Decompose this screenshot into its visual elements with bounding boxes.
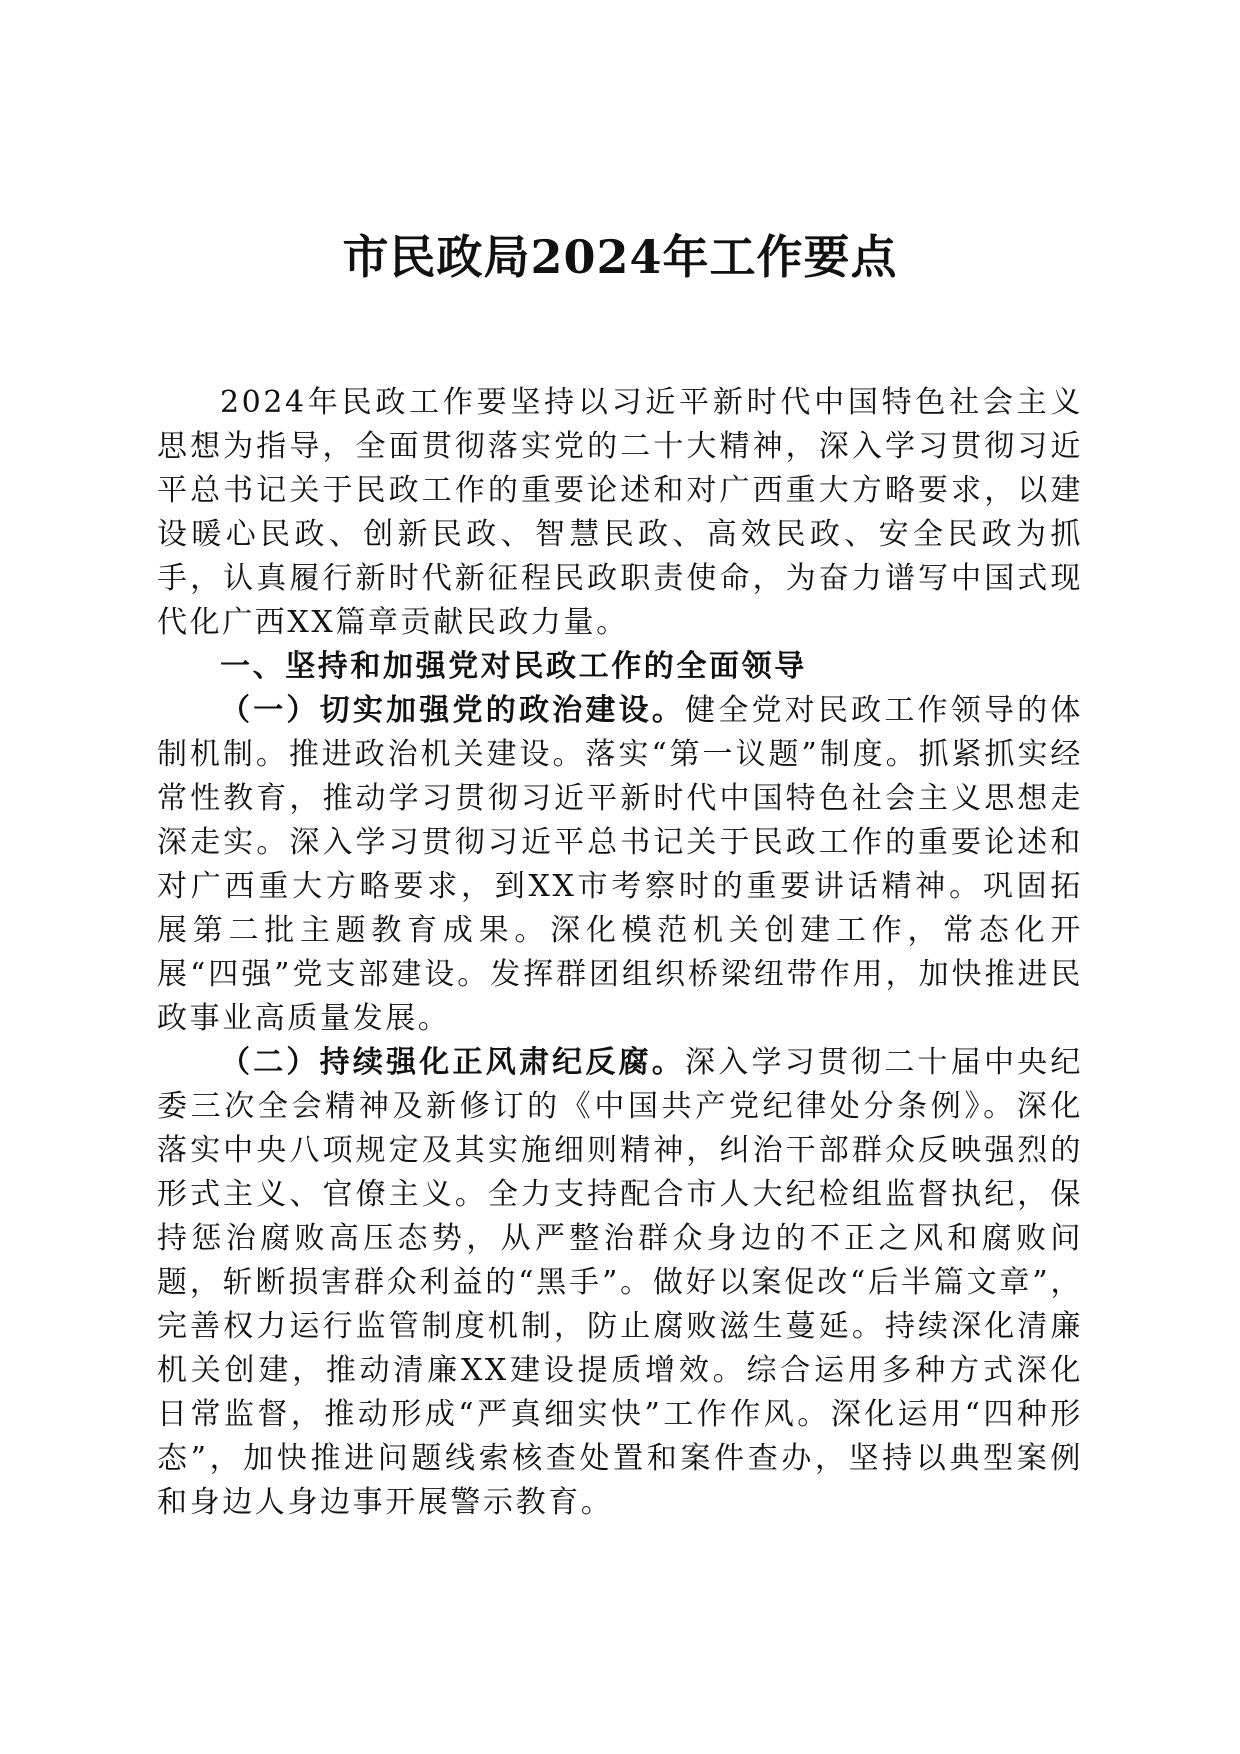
item-paragraph-2 [157, 1041, 1083, 1525]
item-title-1: （一）切实加强党的政治建设。 [220, 693, 686, 728]
item-body-2: 深入学习贯彻二十届中央纪委三次全会精神及新修订的《中国共产党纪律处分条例》。深化落实中央八项规定及其实施细则精神，纠治干部群众反映强烈的形式主义、官僚主义。全力支持配合市人大纪检组监督执纪，保持惩治腐败高压态势，从严整治群众身边的不正之风和腐败问题，斩断损害群众利益的“黑手”。做好以案促改“后半篇文章”，完善权力运行监管制度机制，防止腐败滋生蔓延。持续深化清廉机关创建，推动清廉XX建设提质增效。综合运用多种方式深化日常监督，推动形成“严真细实快”工作作风。深化运用“四种形态”，加快推进问题线索核查处置和案件查办，坚持以典型案例和身边人身边事开展警示教育。 [157, 1045, 1084, 1520]
section-heading: 一、坚持和加强党对民政工作的全面领导 [220, 649, 807, 684]
intro-paragraph: 2024年民政工作要坚持以习近平新时代中国特色社会主义思想为指导，全面贯彻落实党的二十大精神，深入学习贯彻习近平总书记关于民政工作的重要论述和对广西重大方略要求，以建设暖心民政、创新民政、智慧民政、高效民政、安全民政为抓手，认真履行新时代新征程民政职责使命，为奋力谱写中国式现代化广西XX篇章贡献民政力量。 [157, 385, 1083, 640]
document-title: 市民政局2024年工作要点 [342, 230, 898, 284]
item-paragraph-1 [157, 689, 1083, 1041]
item-title-2: （二）持续强化正风肃纪反腐。 [220, 1045, 686, 1080]
item-body-1: 健全党对民政工作领导的体制机制。推进政治机关建设。落实“第一议题”制度。抓紧抓实经常性教育，推动学习贯彻习近平新时代中国特色社会主义思想走深走实。深入学习贯彻习近平总书记关于民政工作的重要论述和对广西重大方略要求，到XX市考察时的重要讲话精神。巩固拓展第二批主题教育成果。深化模范机关创建工作，常态化开展“四强”党支部建设。发挥群团组织桥梁纽带作用，加快推进民政事业高质量发展。 [157, 693, 1084, 1036]
document-body [157, 381, 1083, 1525]
